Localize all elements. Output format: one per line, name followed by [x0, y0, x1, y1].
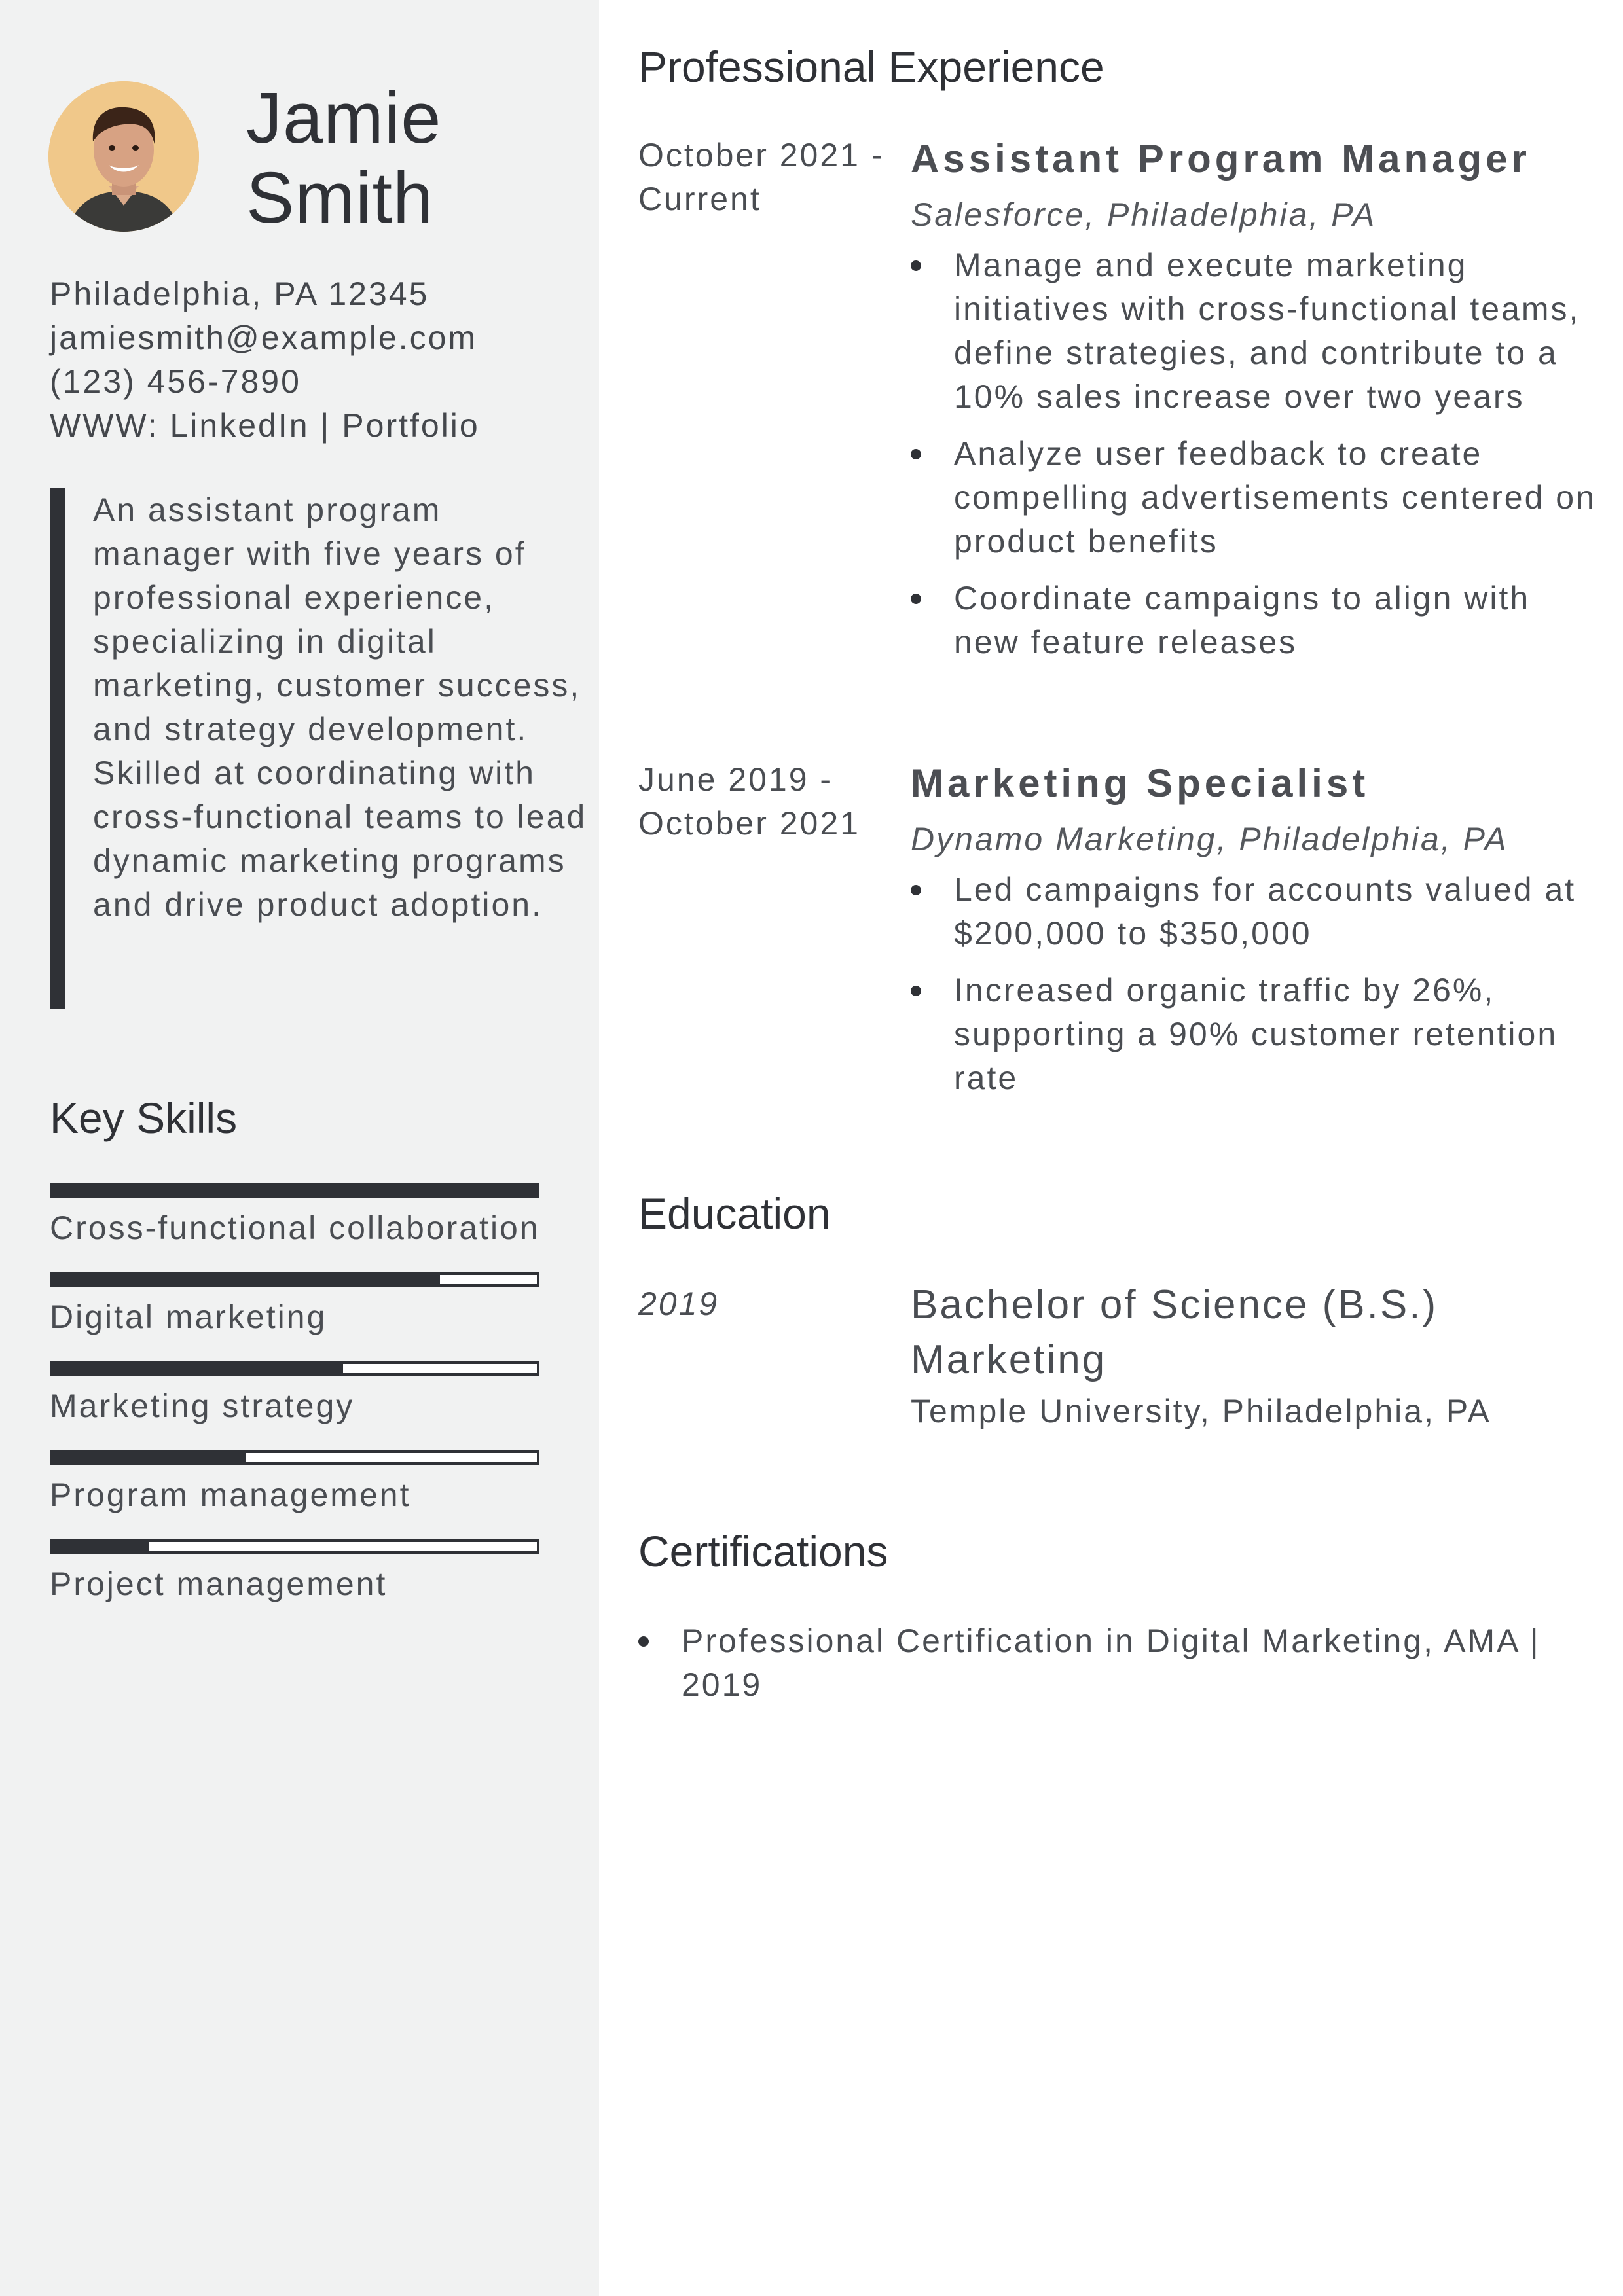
job-bullet: Led campaigns for accounts valued at $200,000 to $350,000 [911, 868, 1605, 956]
skill-level-fill [52, 1453, 246, 1462]
job-title: Marketing Specialist [911, 761, 1370, 805]
education-year: 2019 [638, 1285, 720, 1322]
skill-label: Project management [50, 1566, 388, 1602]
contact-info [50, 272, 593, 448]
experience-title: Professional Experience [638, 43, 1104, 91]
skill-level-bar [50, 1272, 539, 1287]
portfolio-link[interactable]: Portfolio [342, 407, 480, 444]
education-title: Education [638, 1189, 831, 1238]
skill-label: Digital marketing [50, 1299, 327, 1335]
address: Philadelphia, PA 12345 [50, 276, 429, 312]
certification-item: Professional Certification in Digital Marketing, AMA | 2019 [638, 1619, 1594, 1707]
profile-photo [48, 81, 199, 232]
sidebar [0, 0, 599, 2296]
web-links [50, 404, 593, 448]
certification-bullets [638, 1619, 1594, 1707]
last-name: Smith [246, 158, 434, 238]
job-title: Assistant Program Manager [911, 137, 1531, 181]
job-entry [638, 134, 1594, 723]
job-bullet: Manage and execute marketing initiatives with cross-functional teams, define strategies, and contribute to a 10% sales increase over two years [911, 243, 1605, 419]
skill-level-bar [50, 1539, 539, 1554]
first-name: Jamie [246, 78, 442, 158]
skills-title: Key Skills [50, 1094, 238, 1142]
person-photo-icon [48, 81, 199, 232]
email-link[interactable]: jamiesmith@example.com [50, 319, 478, 356]
skill-level-bar [50, 1450, 539, 1465]
skill-level-bar [50, 1183, 539, 1198]
job-company: Dynamo Marketing, Philadelphia, PA [911, 821, 1508, 857]
skill-item [50, 1361, 539, 1427]
job-company: Salesforce, Philadelphia, PA [911, 196, 1377, 233]
education-school: Temple University, Philadelphia, PA [911, 1393, 1491, 1429]
job-bullets [911, 868, 1605, 1100]
skill-label: Marketing strategy [50, 1388, 355, 1424]
skill-label: Cross-functional collaboration [50, 1210, 540, 1246]
skill-level-fill [52, 1186, 537, 1195]
skill-item [50, 1272, 539, 1338]
linkedin-link[interactable]: LinkedIn [170, 407, 310, 444]
job-date: June 2019 - October 2021 [638, 761, 860, 842]
job-bullet: Increased organic traffic by 26%, supporting a 90% customer retention rate [911, 969, 1605, 1100]
skill-label: Program management [50, 1477, 411, 1513]
job-bullet: Analyze user feedback to create compelling advertisements centered on product benefits [911, 432, 1605, 564]
job-bullet: Coordinate campaigns to align with new feature releases [911, 577, 1605, 664]
phone: (123) 456-7890 [50, 363, 301, 400]
certifications-list [638, 1614, 1594, 1720]
job-bullets [911, 243, 1605, 664]
web-separator: | [309, 407, 342, 444]
skill-level-bar [50, 1361, 539, 1376]
profile-summary: An assistant program manager with five years of professional experience, specializing in digital marketing, customer success, and strategy development. Skilled at coordinating with cross-functional teams to lead dynamic marketing programs and drive product adoption. [50, 488, 591, 1009]
skill-item [50, 1183, 539, 1249]
skill-level-fill [52, 1364, 343, 1373]
skills-list [50, 1183, 539, 1628]
education-details [911, 1278, 1605, 1435]
job-details [911, 758, 1605, 1113]
skill-item [50, 1450, 539, 1516]
job-date: October 2021 - Current [638, 137, 884, 217]
skill-item [50, 1539, 539, 1605]
job-details [911, 134, 1605, 677]
skill-level-fill [52, 1542, 149, 1551]
main-content [599, 0, 1623, 2296]
certifications-title: Certifications [638, 1527, 888, 1575]
web-prefix: WWW: [50, 407, 170, 444]
education-degree: Bachelor of Science (B.S.) Marketing [911, 1282, 1438, 1382]
candidate-name [246, 79, 587, 238]
job-entry [638, 758, 1594, 1124]
skill-level-fill [52, 1275, 440, 1284]
